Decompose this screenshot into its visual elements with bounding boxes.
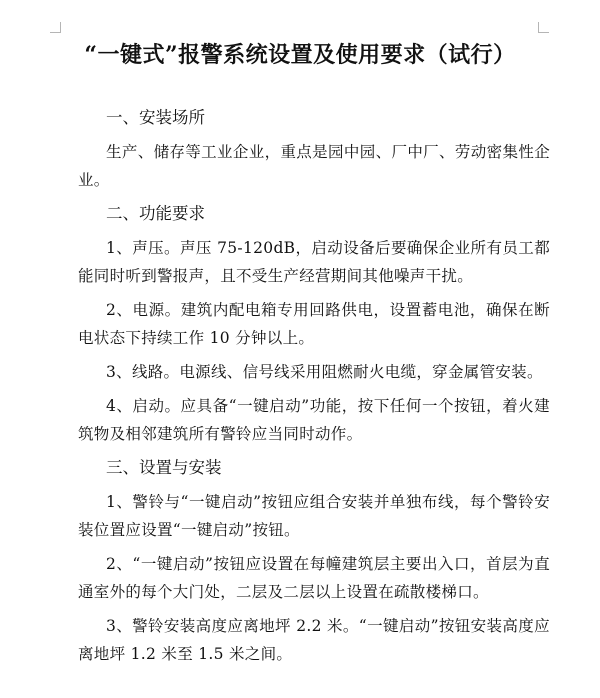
paragraph-text: 电源线、信号线采用阻燃耐火电缆，穿金属管安装。: [179, 363, 543, 381]
section-heading: 一、安装场所: [106, 108, 205, 127]
paragraph-label: 1、声压。: [106, 239, 180, 257]
paragraph-text: 建筑内配电箱专用回路供电，设置蓄电池，确保在断电状态下持续工作 10 分钟以上。: [78, 301, 550, 347]
paragraph-label: 3、线路。: [106, 363, 180, 381]
paragraph-text: 应具备“一键启动”功能，按下任何一个按钮，着火建筑物及相邻建筑所有警铃应当同时动作。: [78, 397, 550, 443]
page-corner-mark-right: [538, 22, 549, 33]
section-heading: 二、功能要求: [106, 204, 205, 223]
section-paragraph: [78, 358, 550, 386]
document-body: [78, 104, 550, 668]
paragraph-text: 3、警铃安装高度应离地坪 2.2 米。“一键启动”按钮安装高度应离地坪 1.2 米至 1.5 米之间。: [78, 617, 550, 663]
paragraph-text: 2、“一键启动”按钮应设置在每幢建筑层主要出入口，首层为直通室外的每个大门处，二层及二层以上设置在疏散楼梯口。: [78, 555, 550, 601]
section-paragraph: [78, 296, 550, 352]
section-paragraph: [78, 612, 550, 668]
section-paragraph: [78, 550, 550, 606]
paragraph-label: 4、启动。: [106, 397, 181, 415]
document-title: “一键式”报警系统设置及使用要求（试行）: [84, 42, 516, 68]
section-paragraph: [78, 392, 550, 448]
paragraph-label: 2、电源。: [106, 301, 181, 319]
section-heading: 三、设置与安装: [106, 458, 222, 477]
section-paragraph: [78, 138, 550, 194]
section-paragraph: [78, 234, 550, 290]
paragraph-text: 声压 75-120dB，启动设备后要确保企业所有员工都能同时听到警报声，且不受生产经营期间其他噪声干扰。: [78, 239, 550, 285]
paragraph-text: 生产、储存等工业企业，重点是园中园、厂中厂、劳动密集性企业。: [78, 143, 550, 189]
section-paragraph: [78, 488, 550, 544]
paragraph-text: 1、警铃与“一键启动”按钮应组合安装并单独布线，每个警铃安装位置应设置“一键启动”按钮。: [78, 493, 550, 539]
page-corner-mark-left: [50, 22, 61, 33]
